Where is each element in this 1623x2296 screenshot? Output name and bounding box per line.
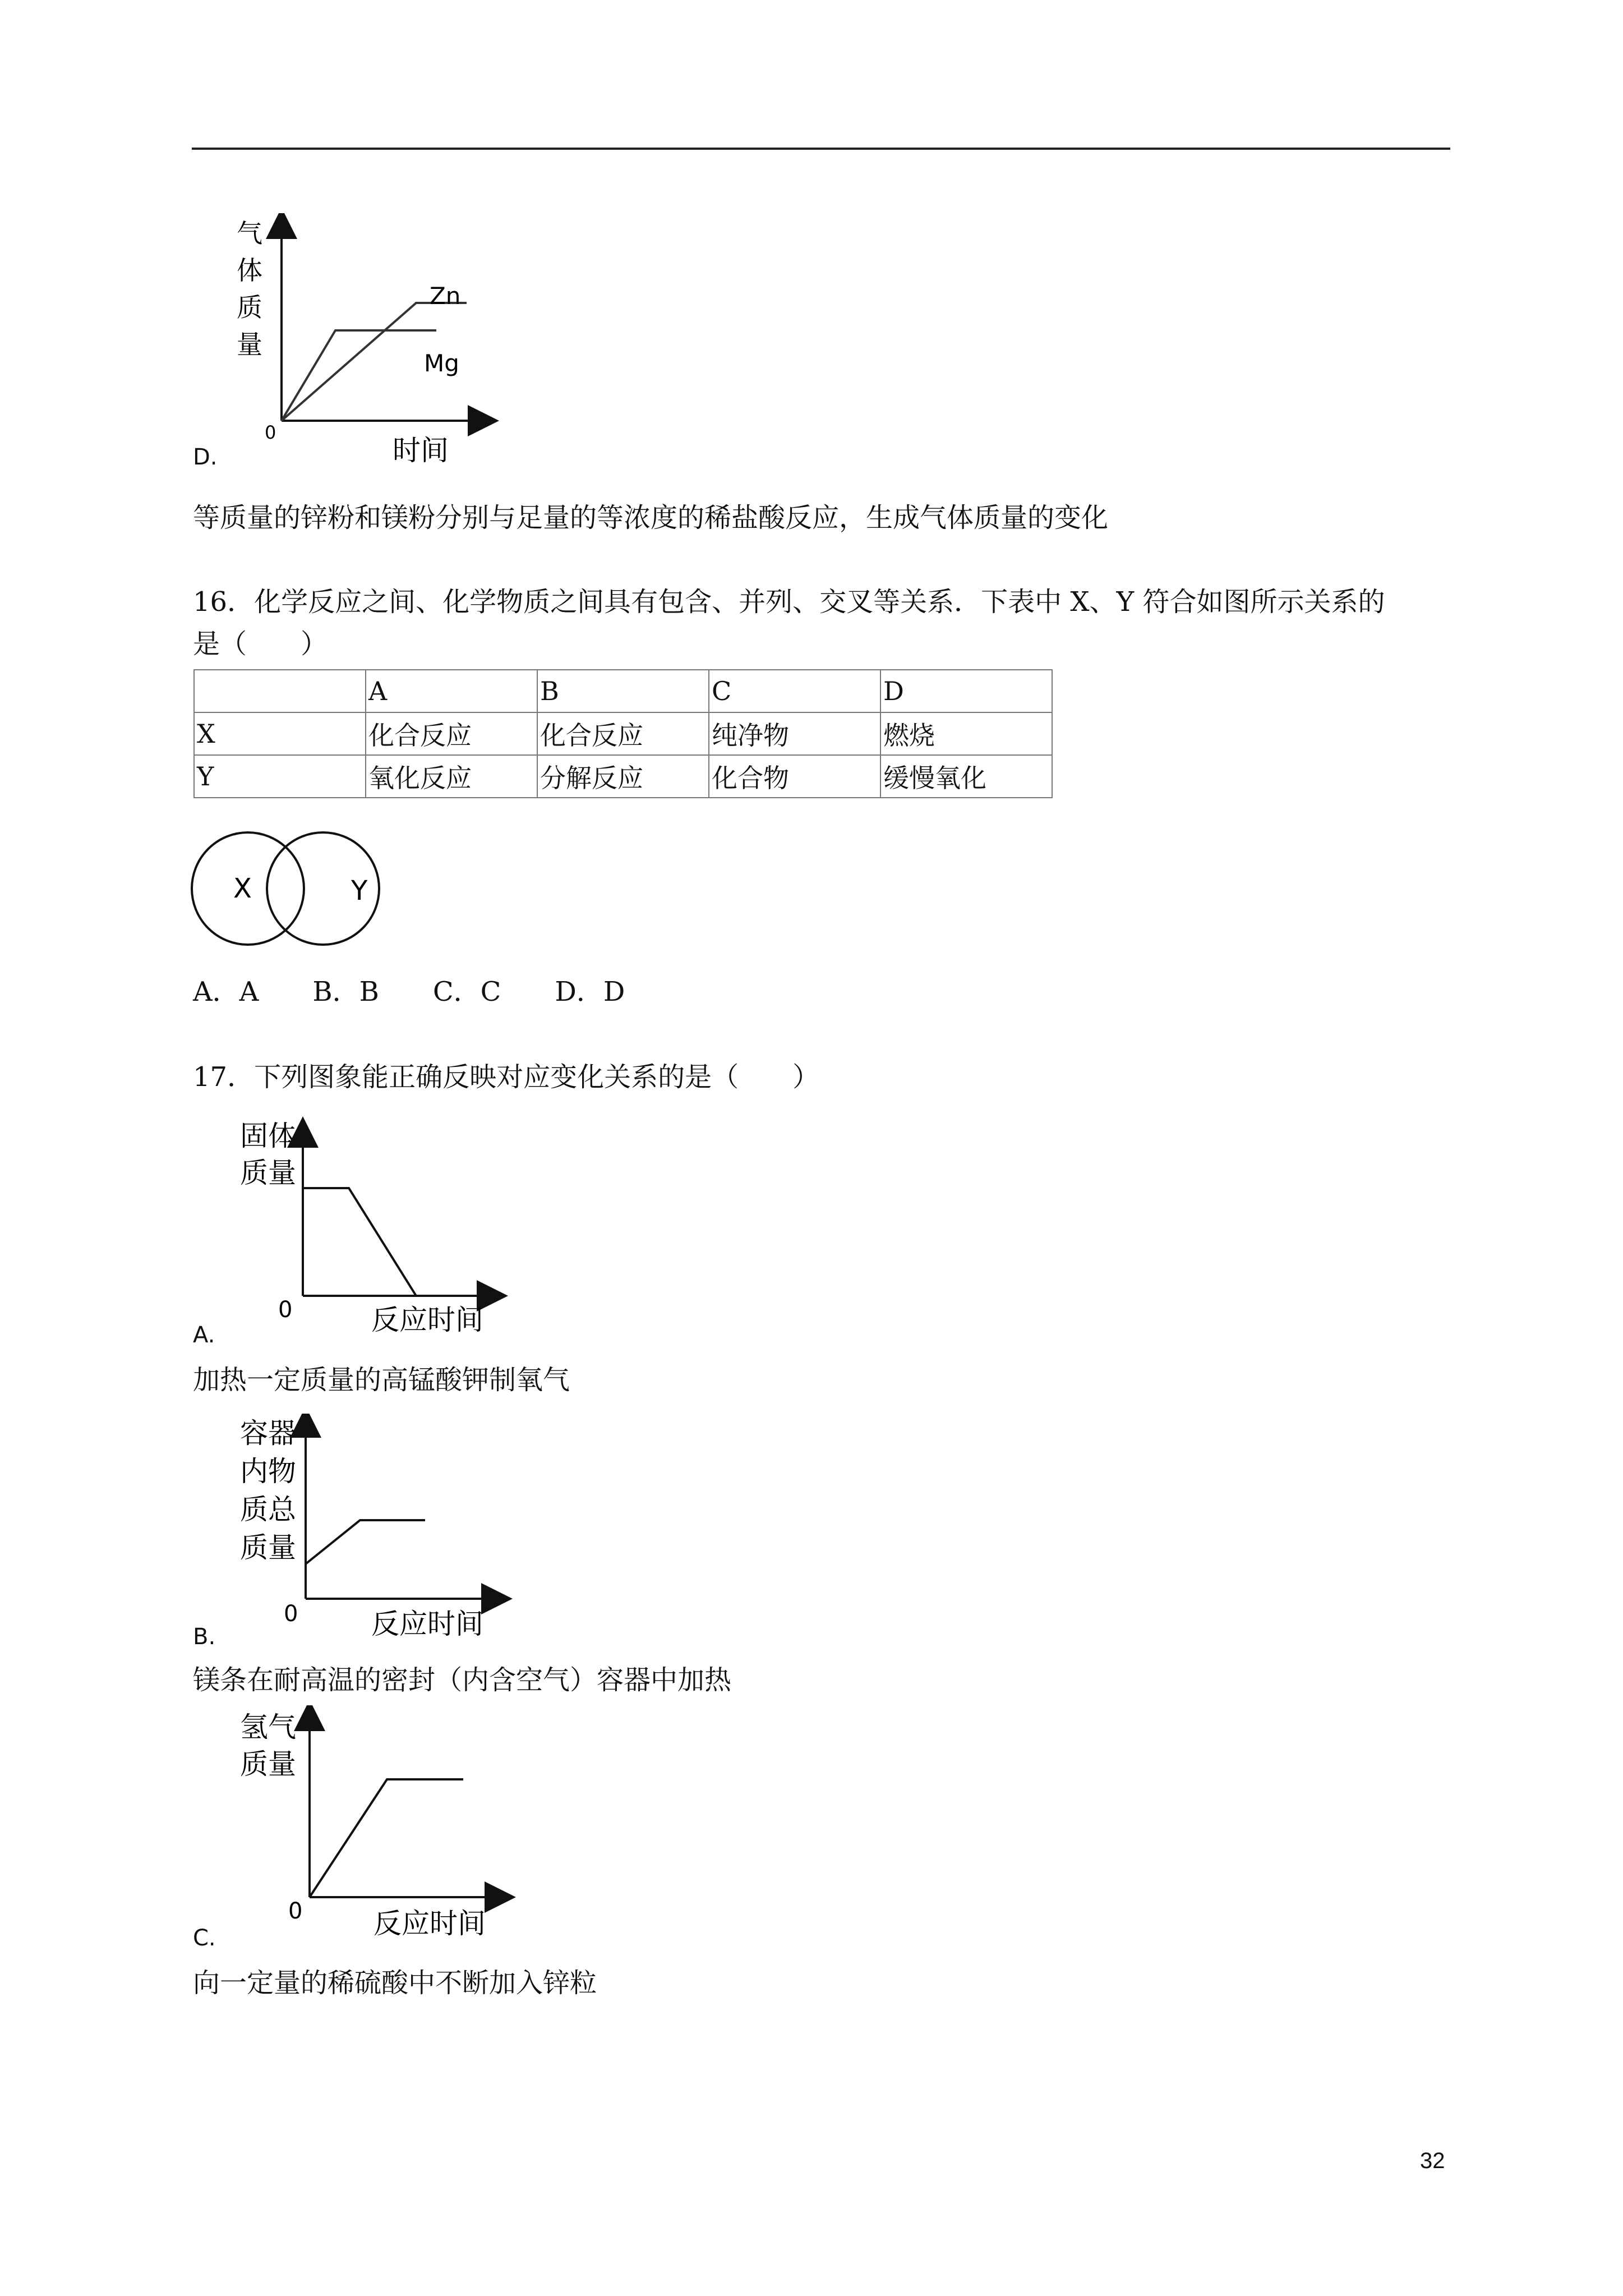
table-cell: 分解反应 [537, 755, 709, 798]
table-cell: 化合反应 [366, 712, 537, 755]
table-cell: 化合物 [709, 755, 880, 798]
q17-c-caption: 向一定量的稀硫酸中不断加入锌粒 [193, 1967, 597, 1999]
q15-d-graph [224, 213, 516, 477]
q15-mg-label: Mg [424, 349, 459, 377]
q17-b-caption: 镁条在耐高温的密封（内含空气）容器中加热 [193, 1664, 732, 1696]
q15-option-d-text: 等质量的锌粉和镁粉分别与足量的等浓度的稀盐酸反应，生成气体质量的变化 [193, 502, 1109, 533]
table-cell: D [880, 670, 1052, 712]
q17b-ylabel-line1: 容器 [240, 1417, 296, 1450]
q15-zn-label: Zn [430, 282, 461, 310]
table-cell: 缓慢氧化 [880, 755, 1052, 798]
q17c-ylabel-line1: 氢气 [240, 1711, 296, 1743]
q17b-ylabel-line4: 质量 [240, 1531, 296, 1564]
q15-ylabel-2: 体 [237, 255, 262, 286]
q17b-ylabel-line3: 质总 [240, 1493, 296, 1526]
q17b-ylabel-line2: 内物 [240, 1455, 296, 1488]
q16-stem-line1: 16．化学反应之间、化学物质之间具有包含、并列、交叉等关系．下表中 X、Y 符合如图所示关系的 [193, 586, 1385, 618]
q15-ylabel-3: 质 [237, 292, 262, 323]
table-cell: 纯净物 [709, 712, 880, 755]
q15-ylabel-4: 量 [237, 329, 262, 360]
q17a-ylabel-line2: 质量 [240, 1157, 296, 1189]
q17-stem: 17．下列图象能正确反映对应变化关系的是（ ） [193, 1061, 820, 1093]
q17-c-label: C. [193, 1925, 216, 1951]
q17-a-caption: 加热一定质量的高锰酸钾制氧气 [193, 1364, 570, 1396]
q17b-origin: 0 [284, 1601, 298, 1627]
table-cell: C [709, 670, 880, 712]
q17c-series-line [310, 1779, 463, 1897]
table-cell: 燃烧 [880, 712, 1052, 755]
table-cell: 氧化反应 [366, 755, 537, 798]
q15-ylabel-1: 气 [237, 218, 262, 249]
q16-stem-line2: 是（ ） [193, 628, 328, 660]
table-cell: 化合反应 [537, 712, 709, 755]
table-row [194, 755, 1052, 798]
q15-mg-series-line [282, 330, 436, 421]
q17a-xlabel: 反应时间 [371, 1304, 483, 1336]
q16-table [193, 669, 1053, 798]
header-rule [192, 148, 1450, 150]
table-row [194, 670, 1052, 712]
table-cell: X [194, 712, 366, 755]
q17a-origin: 0 [278, 1297, 293, 1323]
q15-origin: 0 [265, 422, 276, 443]
q17a-ylabel-line1: 固体 [240, 1120, 296, 1152]
table-cell: A [366, 670, 537, 712]
q17c-xlabel: 反应时间 [374, 1907, 486, 1940]
q17c-origin: 0 [288, 1898, 303, 1924]
q17b-xlabel: 反应时间 [371, 1608, 483, 1640]
q17c-ylabel-line2: 质量 [240, 1748, 296, 1780]
table-cell [194, 670, 366, 712]
q17-a-graph [224, 1116, 516, 1352]
table-cell: B [537, 670, 709, 712]
q17-c-graph [224, 1705, 516, 1952]
q15-xlabel: 时间 [393, 434, 449, 467]
q17-a-label: A. [193, 1322, 215, 1348]
venn-label-x: X [233, 873, 252, 904]
q16-venn-diagram [191, 825, 415, 959]
q16-options: A．A B．B C．C D．D [193, 976, 625, 1007]
q17-b-graph [224, 1414, 516, 1660]
table-row [194, 712, 1052, 755]
q17-b-label: B. [193, 1624, 216, 1650]
q15-option-d-label: D. [193, 444, 218, 470]
venn-label-y: Y [351, 875, 368, 907]
table-cell: Y [194, 755, 366, 798]
page-number: 32 [1420, 2148, 1445, 2173]
q17b-series-line [306, 1520, 425, 1564]
q17a-series-line [303, 1188, 416, 1296]
